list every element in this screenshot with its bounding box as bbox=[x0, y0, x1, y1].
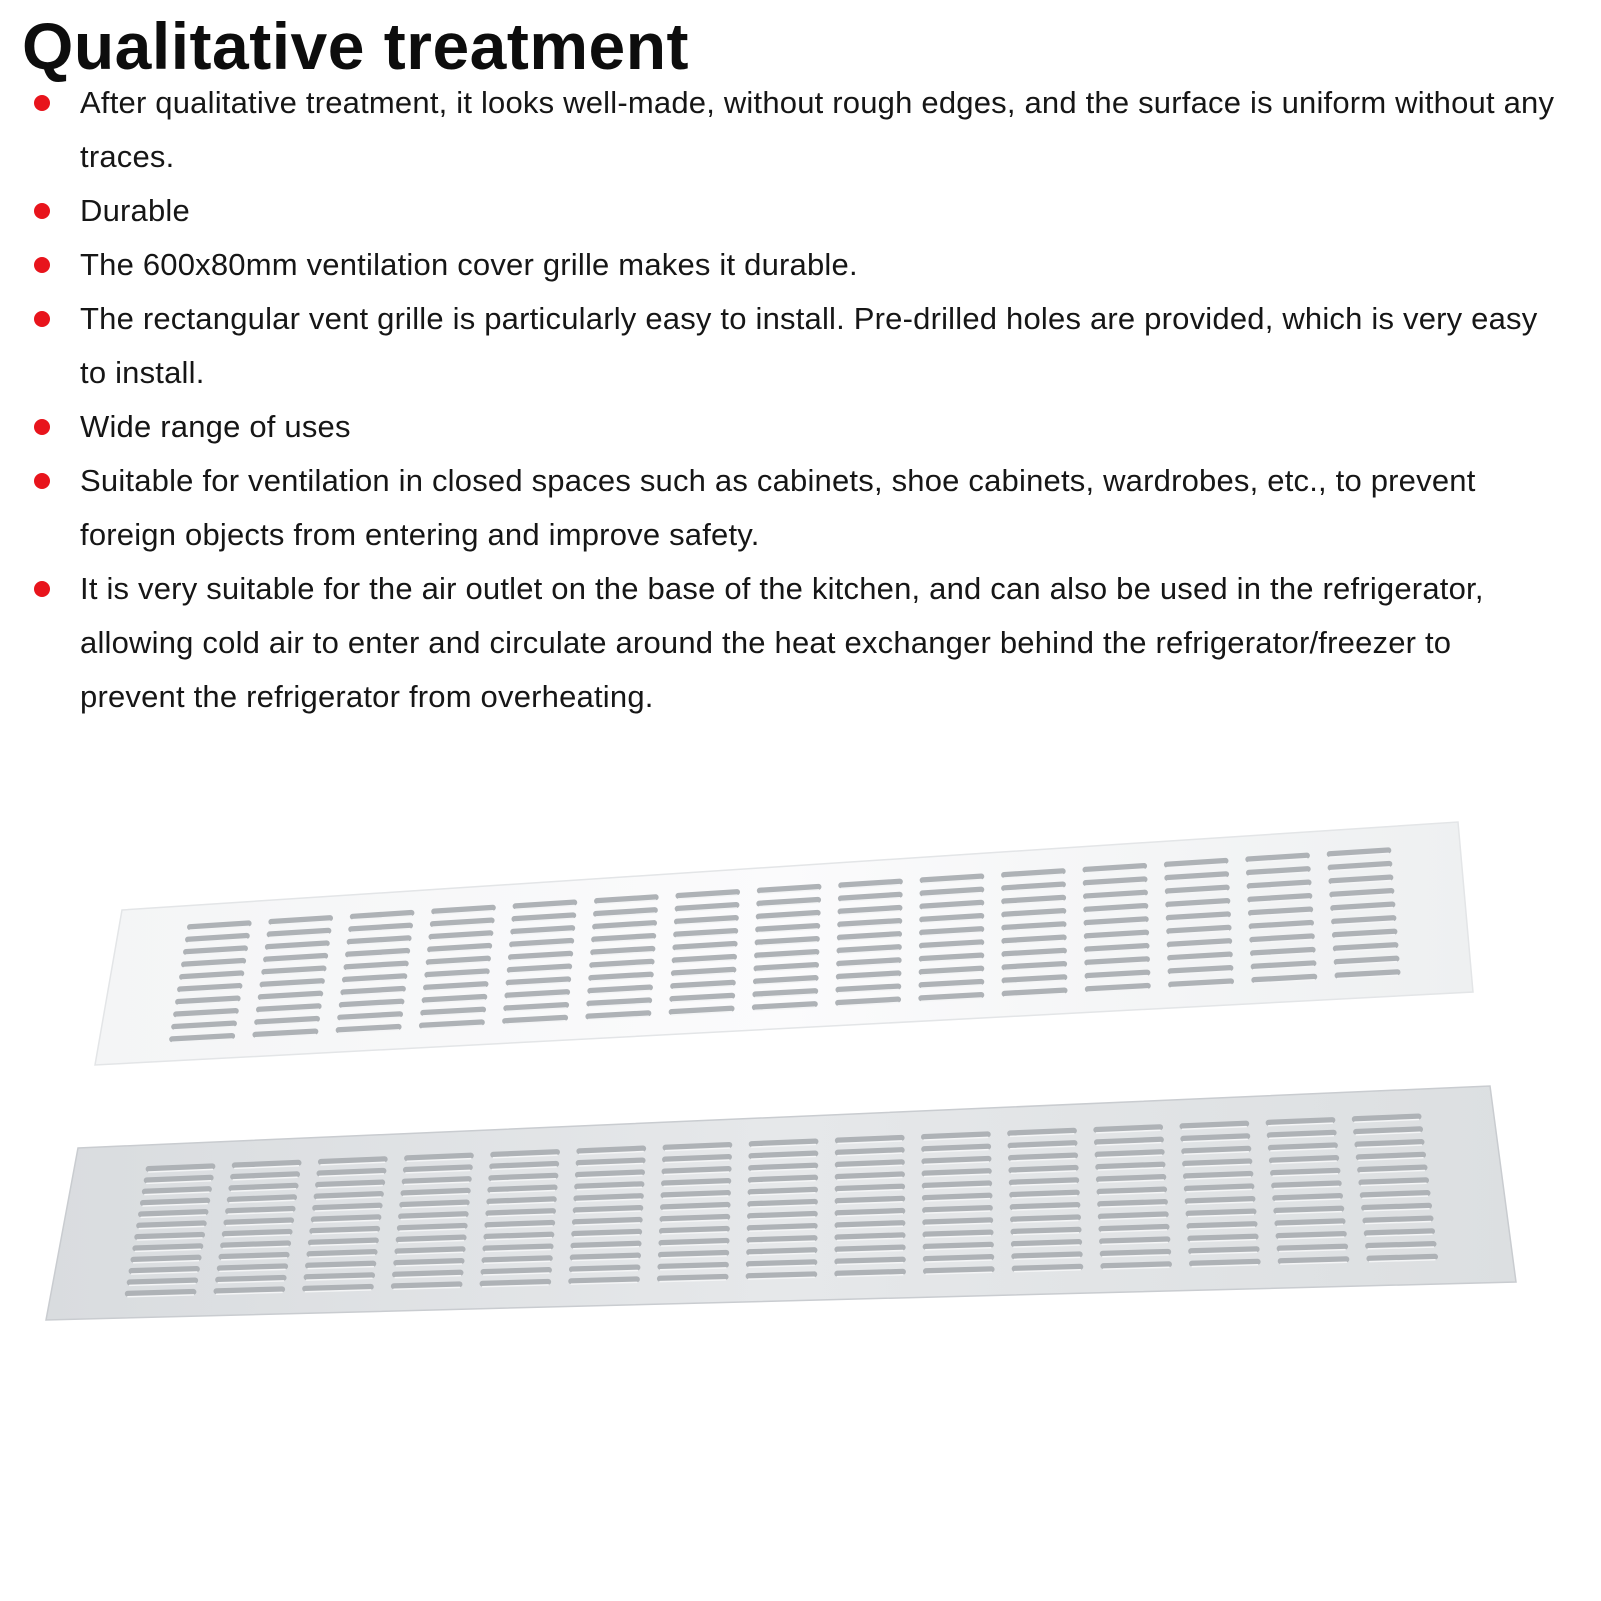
grille-slot bbox=[749, 1238, 814, 1240]
grille-slot bbox=[130, 1280, 195, 1282]
grille-slot bbox=[1368, 1244, 1433, 1246]
grille-slot bbox=[1012, 1180, 1076, 1182]
grille-slot bbox=[751, 1178, 815, 1180]
grille-slot bbox=[1279, 1234, 1344, 1236]
grille-slot bbox=[143, 1201, 207, 1203]
grille-slot bbox=[577, 1184, 641, 1186]
grille-slot bbox=[223, 1243, 288, 1245]
grille-slot bbox=[664, 1193, 728, 1195]
grille-slot bbox=[405, 1179, 469, 1181]
grille-slot bbox=[579, 1160, 643, 1163]
grille-slot bbox=[752, 1141, 816, 1144]
grille-slot bbox=[320, 1171, 384, 1174]
grille-slot bbox=[751, 1166, 815, 1168]
grille-slot bbox=[1011, 1143, 1075, 1146]
grille-slot bbox=[226, 1220, 291, 1222]
list-item-text: It is very suitable for the air outlet on the base of the kitchen, and can also be used in the refrigerator, allowing cold air to enter and circulate around the heat exchanger behind the refrigerator/freezer to prevent the refrigerator from overheating. bbox=[80, 571, 1484, 714]
grille-slot bbox=[1099, 1177, 1163, 1179]
list-item-text: After qualitative treatment, it looks well-made, without rough edges, and the surface is uniform without any traces. bbox=[80, 85, 1555, 174]
list-item-text: The rectangular vent grille is particularly easy to install. Pre-drilled holes are provided, which is very easy to install. bbox=[80, 301, 1538, 390]
grille-slot bbox=[1276, 1209, 1341, 1211]
grille-slot bbox=[1273, 1171, 1337, 1173]
grille-slot bbox=[925, 1183, 989, 1185]
feature-list bbox=[0, 76, 1601, 724]
grille-slot bbox=[750, 1214, 815, 1216]
grille-slot bbox=[145, 1189, 209, 1191]
grille-slot bbox=[1269, 1120, 1333, 1123]
list-item bbox=[0, 454, 1601, 562]
bullet-dot-icon bbox=[34, 581, 50, 597]
grille-slot bbox=[401, 1214, 466, 1216]
grille-slot bbox=[1272, 1158, 1336, 1160]
grille-slot bbox=[578, 1172, 642, 1174]
grille-slot bbox=[233, 1174, 297, 1177]
grille-slot bbox=[573, 1244, 638, 1246]
list-item bbox=[0, 184, 1601, 238]
grille-slot bbox=[572, 1267, 637, 1269]
grille-slot bbox=[317, 1194, 381, 1196]
grille-slot bbox=[1369, 1257, 1435, 1259]
grille-slot bbox=[133, 1258, 198, 1260]
grille-slot bbox=[1186, 1174, 1250, 1176]
grille-slot bbox=[1101, 1214, 1166, 1216]
page-title: Qualitative treatment bbox=[22, 9, 690, 83]
grille-slot bbox=[1011, 1156, 1075, 1158]
grille-slot bbox=[309, 1252, 374, 1254]
grille-slot bbox=[664, 1181, 728, 1183]
grille-slot bbox=[230, 1197, 294, 1199]
list-item bbox=[0, 292, 1601, 400]
grille-slot bbox=[1182, 1124, 1246, 1127]
grille-slot bbox=[1097, 1140, 1161, 1143]
grille-slot bbox=[665, 1157, 729, 1160]
list-item bbox=[0, 562, 1601, 724]
grille-slot bbox=[1013, 1230, 1078, 1232]
grille-slot bbox=[231, 1186, 295, 1188]
grille-slot bbox=[661, 1253, 726, 1255]
grille-slot bbox=[483, 1282, 549, 1284]
grille-back bbox=[95, 822, 1473, 1065]
grille-slot bbox=[579, 1149, 643, 1152]
grille-slot bbox=[225, 1232, 290, 1234]
grille-slot bbox=[750, 1226, 815, 1228]
grille-slot bbox=[128, 1292, 194, 1294]
grille-slot bbox=[838, 1187, 902, 1189]
grille-slot bbox=[490, 1187, 554, 1189]
grille-slot bbox=[749, 1250, 814, 1252]
list-item-text: Wide range of uses bbox=[80, 409, 351, 444]
grille-slot bbox=[924, 1159, 988, 1161]
grille-slot bbox=[1102, 1239, 1167, 1241]
grille-slot bbox=[749, 1274, 815, 1276]
grille-slot bbox=[305, 1287, 371, 1289]
grille-slot bbox=[1015, 1267, 1081, 1269]
grille-slot bbox=[235, 1163, 299, 1166]
grille-slot bbox=[489, 1199, 553, 1201]
grille-slot bbox=[1101, 1227, 1166, 1229]
grille-slot bbox=[218, 1278, 283, 1280]
grille-slot bbox=[837, 1235, 902, 1237]
grille-slot bbox=[838, 1199, 903, 1201]
grille-slot bbox=[147, 1178, 211, 1181]
grille-slot bbox=[321, 1159, 385, 1162]
grille-slot bbox=[318, 1182, 382, 1184]
grille-slot bbox=[1098, 1152, 1162, 1154]
grille-slot bbox=[141, 1212, 205, 1214]
list-item bbox=[0, 76, 1601, 184]
grille-slot bbox=[660, 1277, 726, 1279]
grille-slot bbox=[1281, 1259, 1347, 1261]
grille-slot bbox=[221, 1255, 286, 1257]
product-photo bbox=[0, 760, 1601, 1601]
grille-slot bbox=[228, 1209, 292, 1211]
grille-slot bbox=[663, 1205, 728, 1207]
grille-slot bbox=[1011, 1168, 1075, 1170]
grille-slot bbox=[397, 1249, 462, 1251]
grille-slot bbox=[1367, 1231, 1432, 1233]
grille-slot bbox=[751, 1154, 815, 1157]
grille-slot bbox=[216, 1289, 282, 1291]
bullet-dot-icon bbox=[34, 311, 50, 327]
grille-slot bbox=[1014, 1242, 1079, 1244]
grille-slot bbox=[484, 1258, 549, 1260]
grille-slot bbox=[1100, 1202, 1165, 1204]
grille-slot bbox=[1103, 1252, 1168, 1254]
grille-slot bbox=[925, 1196, 990, 1198]
grille-slot bbox=[838, 1150, 902, 1153]
grille-slot bbox=[1103, 1264, 1169, 1266]
grille-slot bbox=[1270, 1133, 1334, 1136]
grille-slot bbox=[926, 1245, 991, 1247]
grille-slot bbox=[486, 1235, 551, 1237]
grille-slot bbox=[487, 1223, 552, 1225]
grille-slot bbox=[488, 1211, 553, 1213]
grille-slot bbox=[837, 1223, 902, 1225]
grille-slot bbox=[308, 1264, 373, 1266]
grille-slot bbox=[749, 1262, 814, 1264]
grille-front bbox=[46, 1086, 1516, 1320]
grille-slot bbox=[315, 1206, 379, 1208]
grille-slot bbox=[1357, 1142, 1421, 1144]
grille-slot bbox=[662, 1217, 727, 1219]
grille-slot bbox=[1014, 1254, 1079, 1256]
grille-slot bbox=[135, 1246, 200, 1248]
grille-slot bbox=[925, 1232, 990, 1234]
grille-slot bbox=[395, 1273, 460, 1275]
grille-slot bbox=[1012, 1193, 1077, 1195]
grille-slot bbox=[403, 1191, 467, 1193]
grille-slot bbox=[660, 1265, 725, 1267]
grille-slot bbox=[406, 1167, 470, 1170]
grille-slot bbox=[838, 1174, 902, 1176]
grille-slot bbox=[751, 1190, 815, 1192]
grille-slot bbox=[1013, 1217, 1078, 1219]
grille-slot bbox=[1183, 1136, 1247, 1139]
grille-slot bbox=[1364, 1206, 1429, 1208]
grille-slot bbox=[576, 1208, 641, 1210]
grille-slot bbox=[149, 1166, 213, 1169]
grille-slot bbox=[665, 1169, 729, 1171]
grille-slot bbox=[394, 1284, 460, 1286]
grille-slot bbox=[1188, 1199, 1253, 1201]
grille-slot bbox=[571, 1279, 637, 1281]
grille-slot bbox=[837, 1247, 902, 1249]
grille-slot bbox=[1098, 1165, 1162, 1167]
grille-slot bbox=[1192, 1262, 1258, 1264]
grille-slot bbox=[492, 1164, 556, 1167]
grille-slot bbox=[139, 1223, 204, 1225]
grille-slot bbox=[838, 1162, 902, 1164]
grille-slot bbox=[574, 1232, 639, 1234]
grille-slot bbox=[1185, 1161, 1249, 1163]
bullet-dot-icon bbox=[34, 95, 50, 111]
list-item-text: Durable bbox=[80, 193, 190, 228]
grille-slot bbox=[662, 1229, 727, 1231]
grille-slot bbox=[837, 1272, 903, 1274]
bullet-dot-icon bbox=[34, 419, 50, 435]
grille-slot bbox=[399, 1238, 464, 1240]
grille-slot bbox=[573, 1256, 638, 1258]
grille-slot bbox=[925, 1208, 990, 1210]
bullet-dot-icon bbox=[34, 257, 50, 273]
grille-slot bbox=[312, 1229, 377, 1231]
list-item-text: Suitable for ventilation in closed spaces such as cabinets, shoe cabinets, wardrobes, etc., to prevent foreign objects from entering and improve safety. bbox=[80, 463, 1476, 552]
grille-slot bbox=[1359, 1155, 1423, 1157]
list-item-text: The 600x80mm ventilation cover grille makes it durable. bbox=[80, 247, 858, 282]
grille-slot bbox=[1013, 1205, 1078, 1207]
grille-slot bbox=[666, 1145, 730, 1148]
grille-slot bbox=[1191, 1249, 1256, 1251]
grille-slot bbox=[314, 1217, 379, 1219]
grille-slot bbox=[1274, 1183, 1339, 1185]
grille-slot bbox=[837, 1260, 902, 1262]
grille-slot bbox=[1271, 1145, 1335, 1147]
grille-slot bbox=[1184, 1149, 1248, 1151]
grille-slot bbox=[307, 1275, 372, 1277]
grille-slot bbox=[1356, 1129, 1420, 1132]
vent-grille-photo-icon bbox=[0, 760, 1601, 1601]
grille-slot bbox=[838, 1211, 903, 1213]
grille-slot bbox=[1096, 1127, 1160, 1130]
grille-slot bbox=[493, 1152, 557, 1155]
grille-slot bbox=[400, 1226, 465, 1228]
grille-slot bbox=[1361, 1180, 1426, 1182]
grille-slot bbox=[396, 1261, 461, 1263]
grille-slot bbox=[1275, 1196, 1340, 1198]
grille-slot bbox=[1100, 1190, 1165, 1192]
grille-slot bbox=[926, 1257, 991, 1259]
grille-slot bbox=[838, 1138, 902, 1141]
grille-slot bbox=[485, 1246, 550, 1248]
grille-slot bbox=[750, 1202, 815, 1204]
grille-slot bbox=[1355, 1117, 1419, 1120]
grille-slot bbox=[1277, 1221, 1342, 1223]
grille-slot bbox=[1363, 1193, 1428, 1195]
list-item bbox=[0, 400, 1601, 454]
grille-slot bbox=[484, 1270, 549, 1272]
grille-slot bbox=[1280, 1247, 1345, 1249]
list-item bbox=[0, 238, 1601, 292]
grille-slot bbox=[924, 1134, 988, 1137]
grille-slot bbox=[1190, 1237, 1255, 1239]
grille-slot bbox=[491, 1176, 555, 1178]
grille-slot bbox=[924, 1147, 988, 1150]
bullet-dot-icon bbox=[34, 473, 50, 489]
grille-slot bbox=[402, 1202, 466, 1204]
grille-slot bbox=[1360, 1168, 1424, 1170]
bullet-dot-icon bbox=[34, 203, 50, 219]
grille-slot bbox=[1189, 1212, 1254, 1214]
grille-slot bbox=[661, 1241, 726, 1243]
grille-slot bbox=[576, 1196, 640, 1198]
grille-slot bbox=[575, 1220, 640, 1222]
grille-slot bbox=[1189, 1224, 1254, 1226]
grille-slot bbox=[220, 1266, 285, 1268]
grille-slot bbox=[926, 1269, 992, 1271]
grille-slot bbox=[1365, 1219, 1430, 1221]
grille-slot bbox=[132, 1269, 197, 1271]
grille-slot bbox=[311, 1240, 376, 1242]
grille-slot bbox=[925, 1220, 990, 1222]
grille-slot bbox=[925, 1171, 989, 1173]
grille-slot bbox=[407, 1156, 471, 1159]
grille-slot bbox=[137, 1235, 202, 1237]
grille-slot bbox=[1187, 1186, 1252, 1188]
grille-slot bbox=[1010, 1131, 1074, 1134]
